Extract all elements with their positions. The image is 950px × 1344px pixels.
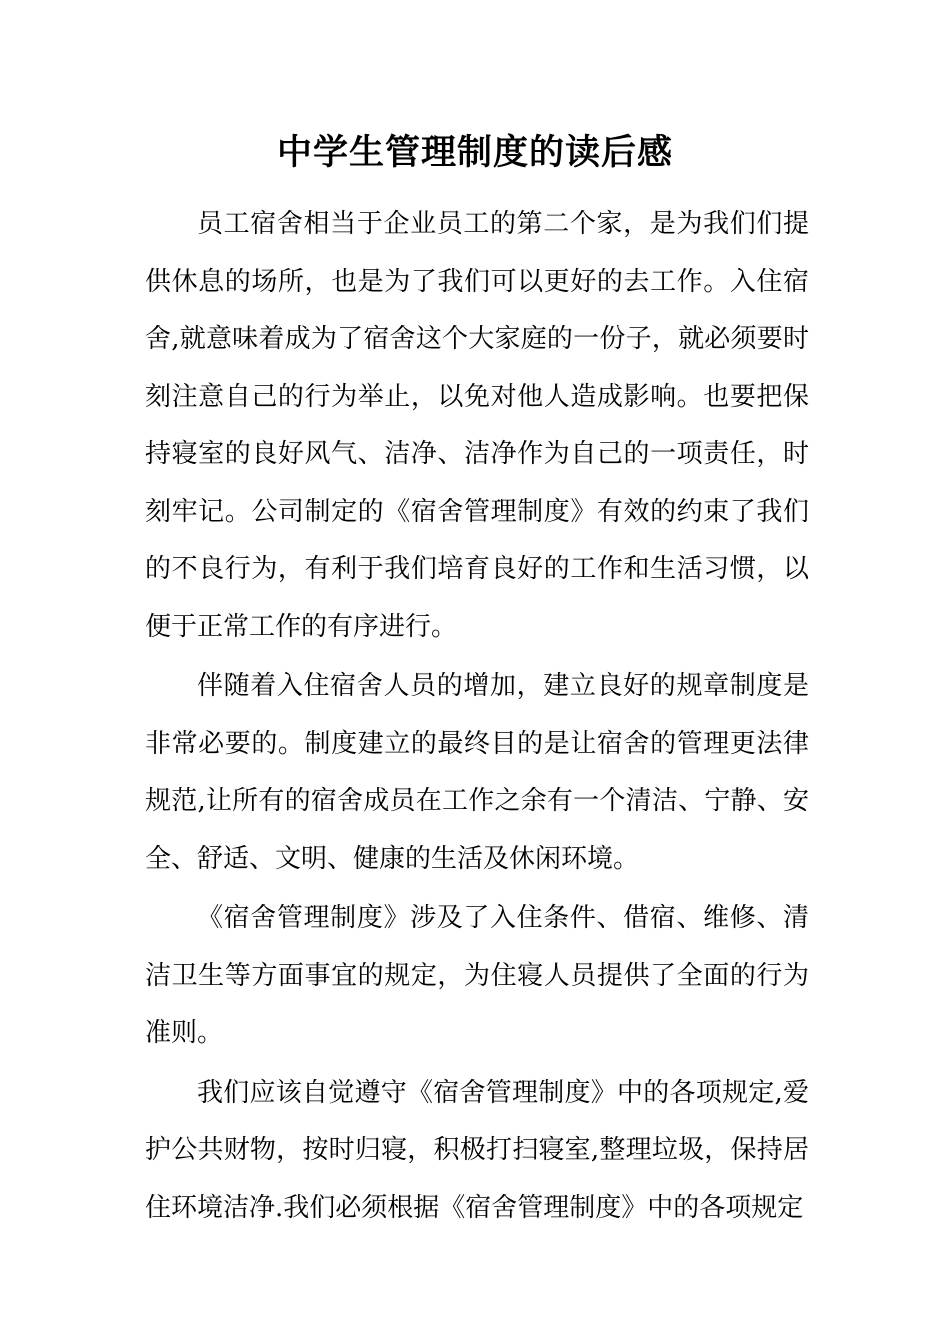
document-body — [145, 196, 809, 1237]
paragraph-1: 员工宿舍相当于企业员工的第二个家，是为我们们提供休息的场所，也是为了我们可以更好的去工作。入住宿舍,就意味着成为了宿舍这个大家庭的一份子，就必须要时刻注意自己的行为举止，以免对他人造成影响。也要把保持寝室的良好风气、洁净、洁净作为自己的一项责任，时刻牢记。公司制定的《宿舍管理制度》有效的约束了我们的不良行为，有利于我们培育良好的工作和生活习惯，以便于正常工作的有序进行。 — [145, 209, 809, 642]
paragraph-3: 《宿舍管理制度》涉及了入住条件、借宿、维修、清洁卫生等方面事宜的规定，为住寝人员提供了全面的行为准则。 — [145, 903, 809, 1048]
paragraph-2: 伴随着入住宿舍人员的增加，建立良好的规章制度是非常必要的。制度建立的最终目的是让宿舍的管理更法律规范,让所有的宿舍成员在工作之余有一个清洁、宁静、安全、舒适、文明、健康的生活及休闲环境。 — [145, 671, 809, 874]
document-title: 中学生管理制度的读后感 — [276, 133, 673, 173]
paragraph-4: 我们应该自觉遵守《宿舍管理制度》中的各项规定,爱护公共财物，按时归寝，积极打扫寝室,整理垃圾，保持居住环境洁净.我们必须根据《宿舍管理制度》中的各项规定 — [145, 1077, 809, 1223]
